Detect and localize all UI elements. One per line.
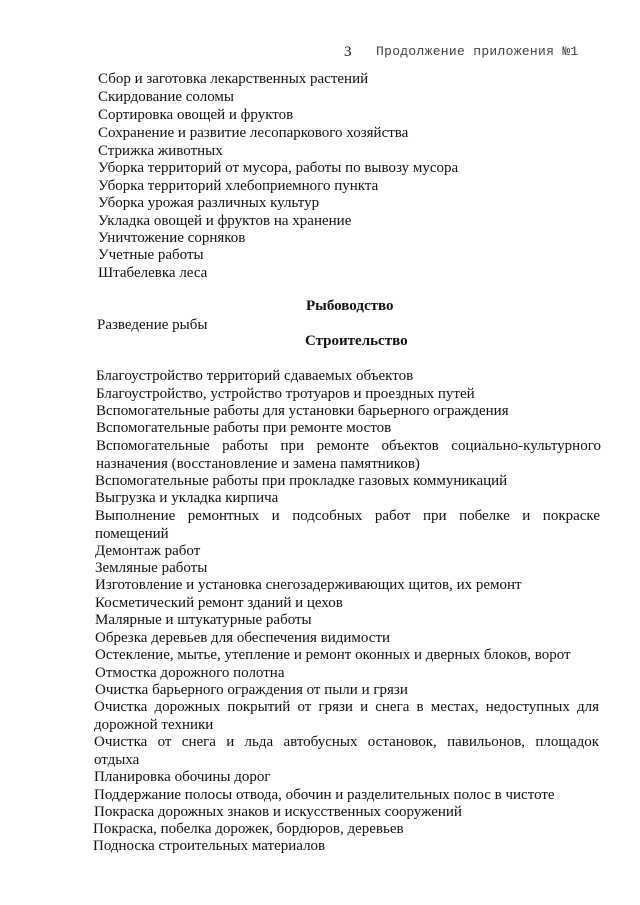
list-item: Благоустройство, устройство тротуаров и проездных путей	[96, 386, 475, 402]
list-item: Сбор и заготовка лекарственных растений	[98, 71, 369, 87]
list-item: Малярные и штукатурные работы	[95, 612, 312, 628]
list-item: Остекление, мытье, утепление и ремонт оконных и дверных блоков, ворот	[95, 647, 571, 663]
list-item: Вспомогательные работы для установки барьерного ограждения	[96, 403, 509, 419]
list-item-continuation: отдыха	[94, 752, 140, 768]
list-item: Выгрузка и укладка кирпича	[95, 490, 279, 506]
list-item: Демонтаж работ	[95, 543, 201, 559]
list-item: Стрижка животных	[98, 143, 223, 159]
list-item: Уборка территорий от мусора, работы по вывозу мусора	[98, 160, 459, 176]
list-item: Очистка дорожных покрытий от грязи и снега в местах, недоступных для	[94, 699, 599, 715]
list-item-continuation: назначения (восстановление и замена памятников)	[96, 456, 420, 472]
list-item: Очистка от снега и льда автобусных остановок, павильонов, площадок	[94, 734, 599, 750]
list-item: Планировка обочины дорог	[94, 769, 271, 785]
list-item: Косметический ремонт зданий и цехов	[95, 595, 343, 611]
list-item: Выполнение ремонтных и подсобных работ при побелке и покраске	[95, 508, 600, 524]
list-item: Скирдование соломы	[98, 89, 234, 105]
list-item: Очистка барьерного ограждения от пыли и грязи	[95, 682, 408, 698]
list-item: Укладка овощей и фруктов на хранение	[98, 213, 352, 229]
list-item: Вспомогательные работы при ремонте мостов	[96, 420, 392, 436]
section-heading-fish: Рыбоводство	[306, 298, 394, 314]
list-item: Уничтожение сорняков	[98, 230, 246, 246]
list-item: Вспомогательные работы при прокладке газовых коммуникаций	[95, 473, 508, 489]
list-item: Уборка территорий хлебоприемного пункта	[98, 178, 379, 194]
list-item: Благоустройство территорий сдаваемых объектов	[96, 368, 414, 384]
list-item: Штабелевка леса	[98, 265, 208, 281]
list-item: Покраска дорожных знаков и искусственных сооружений	[94, 804, 462, 820]
page-number: 3	[344, 44, 352, 60]
list-item-continuation: дорожной техники	[94, 717, 214, 733]
section-heading-construction: Строительство	[305, 333, 408, 349]
list-item: Отмостка дорожного полотна	[95, 665, 285, 681]
continuation-note: Продолжение приложения №1	[376, 44, 579, 59]
list-item-continuation: помещений	[95, 526, 169, 542]
list-item: Уборка урожая различных культур	[98, 195, 320, 211]
list-item: Поддержание полосы отвода, обочин и разделительных полос в чистоте	[94, 787, 555, 803]
list-item: Изготовление и установка снегозадерживающих щитов, их ремонт	[95, 577, 522, 593]
list-item: Земляные работы	[95, 560, 208, 576]
list-item: Вспомогательные работы при ремонте объектов социально-культурного	[96, 438, 601, 454]
list-item: Обрезка деревьев для обеспечения видимости	[95, 630, 391, 646]
list-item: Покраска, побелка дорожек, бордюров, деревьев	[93, 821, 404, 837]
list-item: Разведение рыбы	[97, 317, 208, 333]
list-item: Учетные работы	[98, 247, 204, 263]
list-item: Сортировка овощей и фруктов	[98, 107, 294, 123]
list-item: Подноска строительных материалов	[93, 838, 326, 854]
list-item: Сохранение и развитие лесопаркового хозяйства	[98, 125, 409, 141]
